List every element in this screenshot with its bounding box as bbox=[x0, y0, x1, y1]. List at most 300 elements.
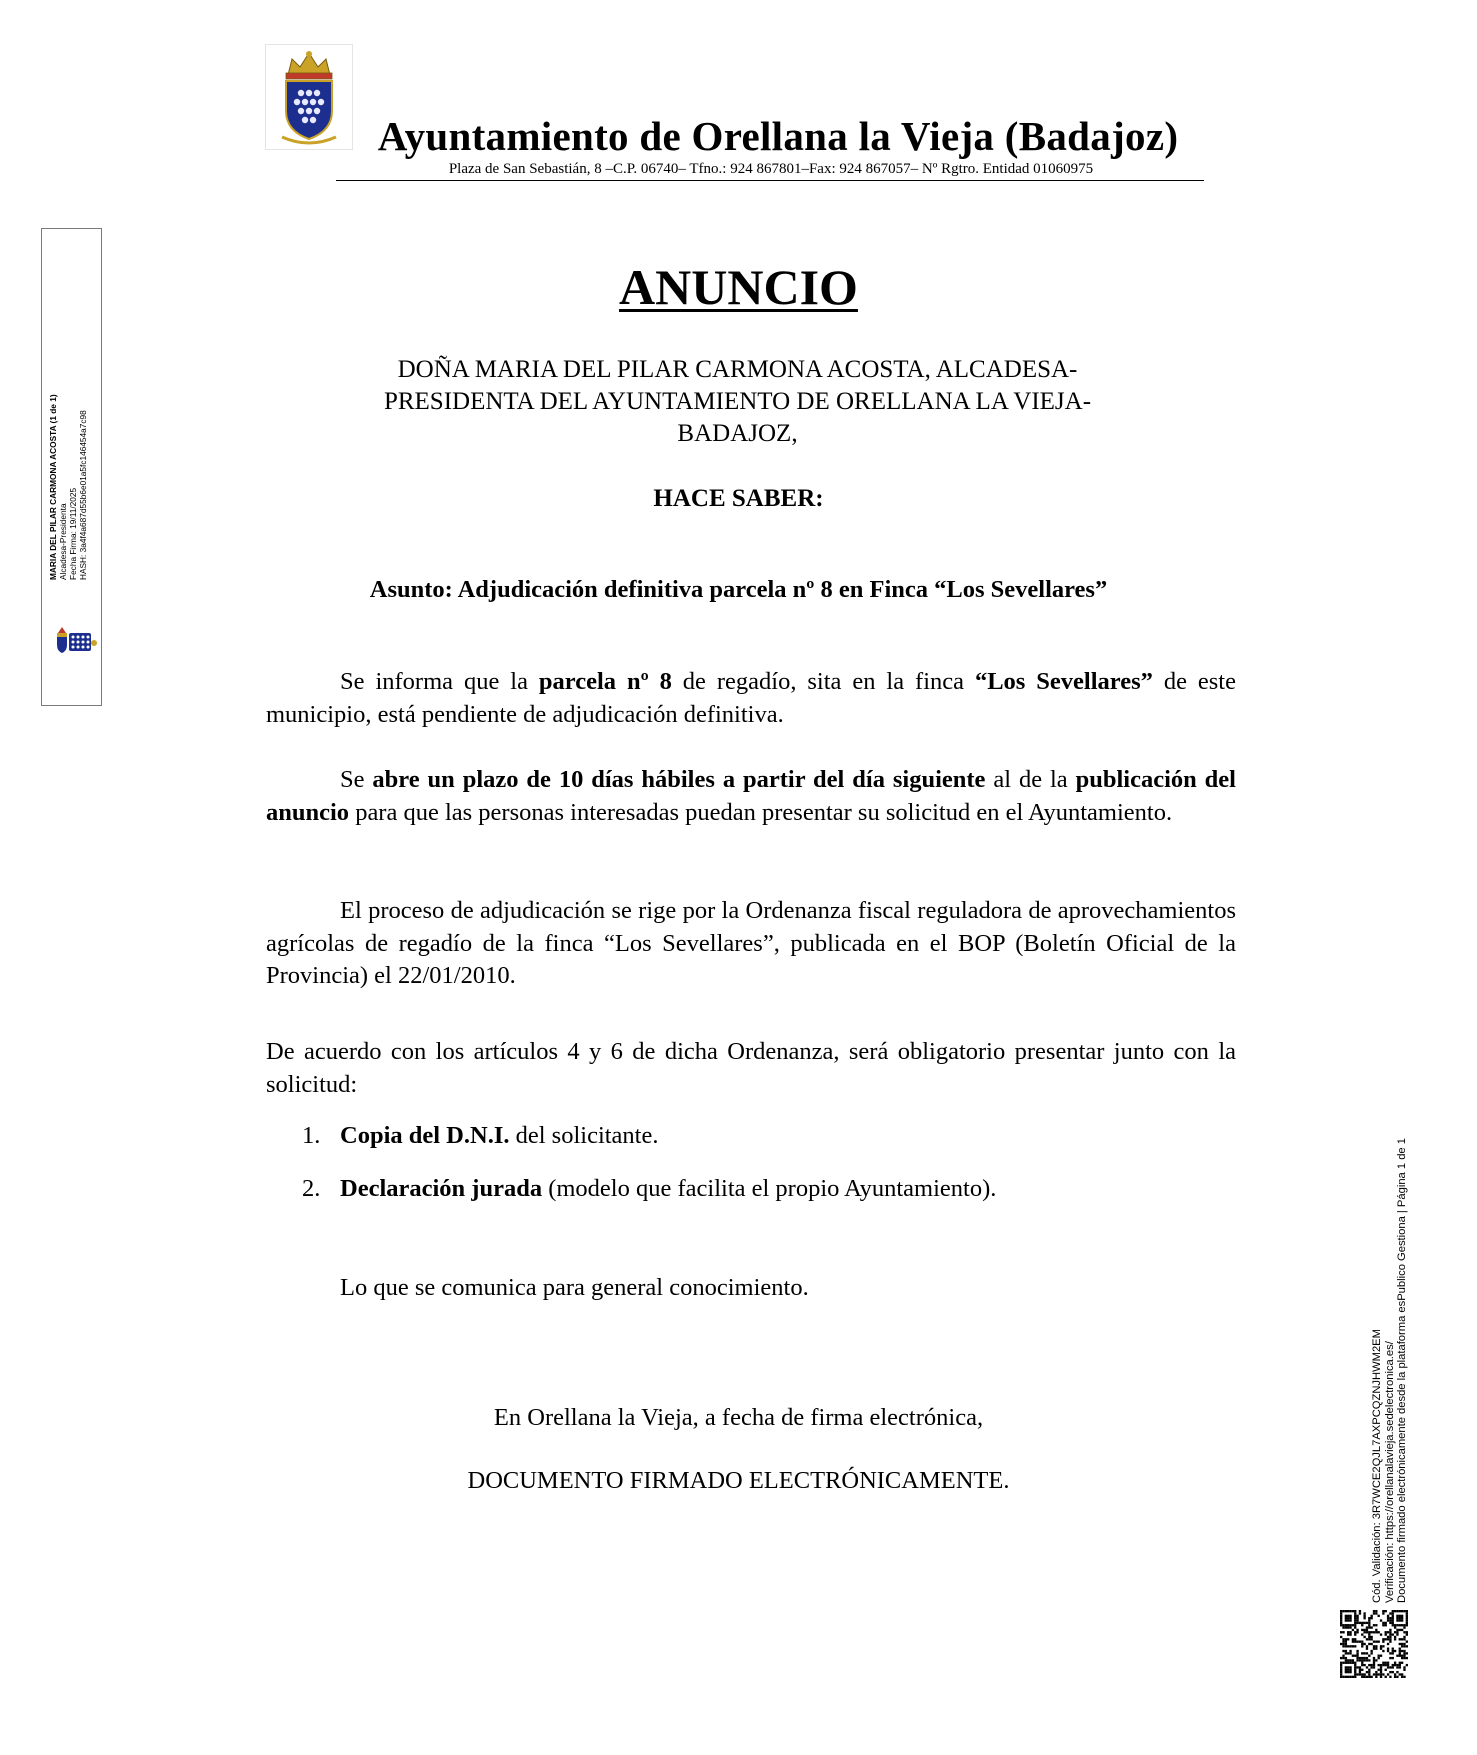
qr-module bbox=[1387, 1648, 1389, 1650]
qr-module bbox=[1349, 1666, 1351, 1668]
qr-module bbox=[1380, 1676, 1382, 1678]
qr-module bbox=[1370, 1631, 1372, 1633]
validation-stamp-text bbox=[1371, 1103, 1409, 1603]
qr-module bbox=[1347, 1662, 1349, 1664]
qr-module bbox=[1373, 1648, 1375, 1650]
qr-module bbox=[1389, 1612, 1391, 1614]
qr-module bbox=[1401, 1615, 1403, 1617]
qr-module bbox=[1361, 1640, 1363, 1642]
qr-module bbox=[1401, 1643, 1403, 1645]
qr-module bbox=[1406, 1622, 1408, 1624]
qr-module bbox=[1349, 1617, 1351, 1619]
qr-module bbox=[1366, 1676, 1368, 1678]
validation-code: Cód. Validación: 3R7WCE2QJL7AXPCQZNJHWM2EM bbox=[1371, 1329, 1383, 1603]
qr-module bbox=[1403, 1638, 1405, 1640]
qr-module bbox=[1361, 1676, 1363, 1678]
qr-module bbox=[1389, 1666, 1391, 1668]
qr-module bbox=[1366, 1657, 1368, 1659]
qr-module bbox=[1399, 1664, 1401, 1666]
qr-module bbox=[1356, 1673, 1358, 1675]
qr-module bbox=[1359, 1671, 1361, 1673]
qr-module bbox=[1373, 1664, 1375, 1666]
qr-module bbox=[1345, 1659, 1347, 1661]
qr-module bbox=[1361, 1633, 1363, 1635]
qr-module bbox=[1406, 1615, 1408, 1617]
qr-module bbox=[1345, 1650, 1347, 1652]
qr-module bbox=[1401, 1629, 1403, 1631]
qr-module bbox=[1366, 1626, 1368, 1628]
qr-module bbox=[1363, 1617, 1365, 1619]
qr-module bbox=[1349, 1610, 1351, 1612]
qr-module bbox=[1354, 1662, 1356, 1664]
finca-name-bold: “Los Sevellares” bbox=[974, 668, 1153, 695]
qr-module bbox=[1403, 1645, 1405, 1647]
qr-module bbox=[1403, 1643, 1405, 1645]
presenter-line: BADAJOZ, bbox=[677, 420, 798, 447]
qr-module bbox=[1366, 1652, 1368, 1654]
qr-module bbox=[1345, 1619, 1347, 1621]
qr-module bbox=[1399, 1666, 1401, 1668]
paragraph-ordinance: El proceso de adjudicación se rige por la Ordenanza fiscal reguladora de aprovechamientos agrícolas de regadío de la finca “Los Sevellares”, publicada en el BOP (Boletín Oficial de la Provincia) el 22/01/2010. bbox=[266, 897, 1236, 989]
qr-module bbox=[1345, 1657, 1347, 1659]
qr-module bbox=[1356, 1657, 1358, 1659]
qr-module bbox=[1368, 1655, 1370, 1657]
qr-module bbox=[1359, 1659, 1361, 1661]
qr-module bbox=[1356, 1650, 1358, 1652]
qr-module bbox=[1354, 1615, 1356, 1617]
qr-module bbox=[1361, 1673, 1363, 1675]
qr-module bbox=[1392, 1664, 1394, 1666]
qr-module bbox=[1389, 1652, 1391, 1654]
qr-module bbox=[1399, 1629, 1401, 1631]
qr-module bbox=[1392, 1650, 1394, 1652]
qr-module bbox=[1385, 1624, 1387, 1626]
qr-module bbox=[1363, 1612, 1365, 1614]
qr-module bbox=[1399, 1652, 1401, 1654]
qr-module bbox=[1403, 1655, 1405, 1657]
qr-module bbox=[1370, 1664, 1372, 1666]
qr-module bbox=[1361, 1629, 1363, 1631]
qr-module bbox=[1403, 1636, 1405, 1638]
qr-module bbox=[1349, 1671, 1351, 1673]
qr-module bbox=[1401, 1650, 1403, 1652]
paragraph-deadline: Se abre un plazo de 10 días hábiles a partir del día siguiente al de la publicación del anuncio para que las personas interesadas puedan presentar su solicitud en el Ayuntamiento. bbox=[266, 766, 1236, 826]
qr-module bbox=[1378, 1631, 1380, 1633]
qr-module bbox=[1347, 1610, 1349, 1612]
qr-module bbox=[1396, 1624, 1398, 1626]
qr-module bbox=[1363, 1622, 1365, 1624]
qr-module bbox=[1345, 1676, 1347, 1678]
qr-module bbox=[1392, 1666, 1394, 1668]
qr-module bbox=[1359, 1673, 1361, 1675]
qr-module bbox=[1394, 1610, 1396, 1612]
qr-module bbox=[1399, 1673, 1401, 1675]
platform-note: Documento firmado electrónicamente desde la plataforma esPublico Gestiona | Página 1 de 1 bbox=[1396, 1138, 1408, 1603]
qr-module bbox=[1396, 1666, 1398, 1668]
qr-module bbox=[1380, 1645, 1382, 1647]
qr-module bbox=[1342, 1676, 1344, 1678]
qr-module bbox=[1373, 1662, 1375, 1664]
qr-module bbox=[1356, 1622, 1358, 1624]
qr-module bbox=[1399, 1617, 1401, 1619]
qr-module bbox=[1382, 1612, 1384, 1614]
qr-module bbox=[1392, 1648, 1394, 1650]
qr-module bbox=[1392, 1612, 1394, 1614]
qr-module bbox=[1366, 1666, 1368, 1668]
qr-module bbox=[1394, 1624, 1396, 1626]
qr-module bbox=[1356, 1619, 1358, 1621]
qr-module bbox=[1380, 1666, 1382, 1668]
qr-module bbox=[1342, 1657, 1344, 1659]
qr-module bbox=[1373, 1612, 1375, 1614]
qr-module bbox=[1385, 1669, 1387, 1671]
qr-module bbox=[1375, 1612, 1377, 1614]
qr-module bbox=[1368, 1636, 1370, 1638]
qr-module bbox=[1363, 1643, 1365, 1645]
qr-module bbox=[1345, 1669, 1347, 1671]
qr-module bbox=[1340, 1615, 1342, 1617]
qr-module bbox=[1396, 1664, 1398, 1666]
qr-module bbox=[1359, 1610, 1361, 1612]
qr-module bbox=[1347, 1626, 1349, 1628]
qr-module bbox=[1359, 1622, 1361, 1624]
qr-module bbox=[1385, 1631, 1387, 1633]
qr-module bbox=[1349, 1624, 1351, 1626]
qr-module bbox=[1373, 1624, 1375, 1626]
qr-module bbox=[1342, 1662, 1344, 1664]
qr-module bbox=[1385, 1676, 1387, 1678]
qr-module bbox=[1368, 1617, 1370, 1619]
parcel-number-bold: parcela nº 8 bbox=[538, 668, 672, 695]
qr-module bbox=[1378, 1640, 1380, 1642]
qr-module bbox=[1366, 1629, 1368, 1631]
qr-module bbox=[1378, 1657, 1380, 1659]
qr-module bbox=[1375, 1659, 1377, 1661]
qr-module bbox=[1403, 1666, 1405, 1668]
qr-module bbox=[1340, 1676, 1342, 1678]
qr-module bbox=[1394, 1626, 1396, 1628]
qr-module bbox=[1368, 1638, 1370, 1640]
qr-module bbox=[1342, 1645, 1344, 1647]
qr-module bbox=[1406, 1645, 1408, 1647]
qr-module bbox=[1387, 1666, 1389, 1668]
qr-module bbox=[1406, 1664, 1408, 1666]
signature-emblem-icon bbox=[54, 625, 98, 657]
qr-module bbox=[1389, 1633, 1391, 1635]
qr-module bbox=[1401, 1676, 1403, 1678]
qr-module bbox=[1361, 1662, 1363, 1664]
qr-module bbox=[1347, 1666, 1349, 1668]
qr-module bbox=[1349, 1659, 1351, 1661]
qr-module bbox=[1363, 1676, 1365, 1678]
qr-module bbox=[1345, 1640, 1347, 1642]
qr-module bbox=[1399, 1615, 1401, 1617]
qr-module bbox=[1354, 1673, 1356, 1675]
qr-module bbox=[1359, 1640, 1361, 1642]
qr-module bbox=[1366, 1631, 1368, 1633]
document-title: ANUNCIO bbox=[619, 259, 858, 315]
qr-module bbox=[1347, 1624, 1349, 1626]
qr-module bbox=[1361, 1643, 1363, 1645]
qr-module bbox=[1370, 1650, 1372, 1652]
qr-module bbox=[1352, 1629, 1354, 1631]
qr-module bbox=[1349, 1619, 1351, 1621]
qr-module bbox=[1373, 1666, 1375, 1668]
qr-module bbox=[1361, 1664, 1363, 1666]
qr-module bbox=[1382, 1650, 1384, 1652]
qr-module bbox=[1380, 1669, 1382, 1671]
qr-module bbox=[1385, 1638, 1387, 1640]
qr-module bbox=[1361, 1669, 1363, 1671]
qr-module bbox=[1382, 1640, 1384, 1642]
qr-module bbox=[1387, 1638, 1389, 1640]
qr-module bbox=[1354, 1666, 1356, 1668]
qr-module bbox=[1363, 1652, 1365, 1654]
publication-bold: publicación del anuncio bbox=[266, 766, 1236, 826]
qr-module bbox=[1354, 1626, 1356, 1628]
qr-module bbox=[1382, 1638, 1384, 1640]
qr-module bbox=[1373, 1645, 1375, 1647]
hace-saber-heading: HACE SABER: bbox=[653, 485, 824, 512]
qr-module bbox=[1356, 1629, 1358, 1631]
qr-module bbox=[1378, 1673, 1380, 1675]
qr-module bbox=[1387, 1617, 1389, 1619]
qr-module bbox=[1345, 1645, 1347, 1647]
qr-module bbox=[1370, 1615, 1372, 1617]
qr-module bbox=[1356, 1666, 1358, 1668]
qr-module bbox=[1396, 1629, 1398, 1631]
place-and-date: En Orellana la Vieja, a fecha de firma electrónica, bbox=[493, 1404, 984, 1431]
qr-module bbox=[1340, 1673, 1342, 1675]
qr-module bbox=[1354, 1671, 1356, 1673]
qr-module bbox=[1356, 1659, 1358, 1661]
qr-module bbox=[1345, 1671, 1347, 1673]
qr-module bbox=[1347, 1669, 1349, 1671]
qr-module bbox=[1394, 1676, 1396, 1678]
paragraph-requirements: De acuerdo con los artículos 4 y 6 de dicha Ordenanza, será obligatorio presentar junto con la solicitud: bbox=[266, 1038, 1236, 1098]
electronic-signature-note: DOCUMENTO FIRMADO ELECTRÓNICAMENTE. bbox=[467, 1467, 1010, 1494]
qr-module bbox=[1382, 1610, 1384, 1612]
qr-module bbox=[1394, 1664, 1396, 1666]
qr-module bbox=[1382, 1673, 1384, 1675]
qr-module bbox=[1375, 1671, 1377, 1673]
qr-module bbox=[1370, 1626, 1372, 1628]
qr-module bbox=[1401, 1662, 1403, 1664]
signer-role: Alcadesa-Presidenta bbox=[58, 503, 68, 580]
qr-module bbox=[1389, 1676, 1391, 1678]
qr-module bbox=[1352, 1655, 1354, 1657]
qr-module bbox=[1389, 1622, 1391, 1624]
qr-module bbox=[1340, 1669, 1342, 1671]
qr-module bbox=[1392, 1615, 1394, 1617]
qr-module bbox=[1403, 1631, 1405, 1633]
qr-module bbox=[1345, 1638, 1347, 1640]
qr-module bbox=[1340, 1624, 1342, 1626]
qr-module bbox=[1373, 1657, 1375, 1659]
qr-module bbox=[1354, 1645, 1356, 1647]
qr-module bbox=[1396, 1633, 1398, 1635]
qr-module bbox=[1394, 1673, 1396, 1675]
qr-module bbox=[1382, 1624, 1384, 1626]
qr-module bbox=[1380, 1671, 1382, 1673]
qr-module bbox=[1385, 1664, 1387, 1666]
closing-sentence: Lo que se comunica para general conocimiento. bbox=[340, 1274, 809, 1301]
qr-module bbox=[1387, 1643, 1389, 1645]
qr-module bbox=[1340, 1657, 1342, 1659]
qr-module bbox=[1347, 1615, 1349, 1617]
qr-module bbox=[1389, 1631, 1391, 1633]
qr-module bbox=[1349, 1645, 1351, 1647]
qr-module bbox=[1361, 1645, 1363, 1647]
qr-module bbox=[1394, 1636, 1396, 1638]
qr-module bbox=[1363, 1664, 1365, 1666]
qr-module bbox=[1375, 1610, 1377, 1612]
qr-module bbox=[1401, 1657, 1403, 1659]
qr-module bbox=[1368, 1676, 1370, 1678]
qr-module bbox=[1342, 1640, 1344, 1642]
qr-module bbox=[1406, 1610, 1408, 1612]
qr-module bbox=[1368, 1669, 1370, 1671]
qr-module bbox=[1396, 1671, 1398, 1673]
qr-module bbox=[1406, 1631, 1408, 1633]
qr-module bbox=[1368, 1671, 1370, 1673]
qr-module bbox=[1368, 1664, 1370, 1666]
qr-module bbox=[1340, 1662, 1342, 1664]
qr-module bbox=[1392, 1624, 1394, 1626]
qr-module bbox=[1373, 1640, 1375, 1642]
qr-module bbox=[1368, 1673, 1370, 1675]
qr-module bbox=[1406, 1633, 1408, 1635]
qr-module bbox=[1380, 1633, 1382, 1635]
qr-module bbox=[1359, 1669, 1361, 1671]
qr-module bbox=[1349, 1626, 1351, 1628]
qr-module bbox=[1370, 1617, 1372, 1619]
qr-module bbox=[1401, 1624, 1403, 1626]
qr-module bbox=[1378, 1655, 1380, 1657]
qr-module bbox=[1392, 1622, 1394, 1624]
qr-module bbox=[1389, 1638, 1391, 1640]
qr-module bbox=[1349, 1631, 1351, 1633]
subject-line: Asunto: Adjudicación definitiva parcela nº 8 en Finca “Los Sevellares” bbox=[369, 576, 1108, 603]
qr-module bbox=[1401, 1617, 1403, 1619]
qr-module bbox=[1394, 1631, 1396, 1633]
qr-module bbox=[1380, 1664, 1382, 1666]
qr-module bbox=[1389, 1671, 1391, 1673]
qr-module bbox=[1399, 1648, 1401, 1650]
qr-module bbox=[1356, 1615, 1358, 1617]
qr-module bbox=[1392, 1671, 1394, 1673]
qr-module bbox=[1403, 1676, 1405, 1678]
qr-module bbox=[1401, 1610, 1403, 1612]
qr-module bbox=[1373, 1659, 1375, 1661]
qr-module bbox=[1406, 1617, 1408, 1619]
qr-module bbox=[1342, 1650, 1344, 1652]
presenter-block bbox=[310, 354, 1165, 450]
qr-module bbox=[1396, 1617, 1398, 1619]
qr-module bbox=[1403, 1652, 1405, 1654]
qr-module bbox=[1378, 1669, 1380, 1671]
qr-module bbox=[1345, 1610, 1347, 1612]
qr-module bbox=[1392, 1657, 1394, 1659]
qr-module bbox=[1342, 1624, 1344, 1626]
qr-module bbox=[1366, 1622, 1368, 1624]
qr-module bbox=[1380, 1673, 1382, 1675]
qr-module bbox=[1356, 1652, 1358, 1654]
qr-module bbox=[1375, 1631, 1377, 1633]
qr-module bbox=[1392, 1617, 1394, 1619]
qr-module bbox=[1370, 1666, 1372, 1668]
qr-module bbox=[1354, 1676, 1356, 1678]
qr-module bbox=[1361, 1652, 1363, 1654]
qr-module bbox=[1354, 1638, 1356, 1640]
qr-module bbox=[1396, 1619, 1398, 1621]
qr-module bbox=[1389, 1636, 1391, 1638]
qr-module bbox=[1342, 1610, 1344, 1612]
qr-module bbox=[1399, 1638, 1401, 1640]
qr-module bbox=[1396, 1610, 1398, 1612]
qr-module bbox=[1345, 1643, 1347, 1645]
qr-module bbox=[1387, 1650, 1389, 1652]
qr-module bbox=[1347, 1631, 1349, 1633]
qr-module bbox=[1361, 1657, 1363, 1659]
verification-url: Verificación: https://orellanalavieja.sedelectronica.es/ bbox=[1383, 1341, 1396, 1603]
qr-module bbox=[1368, 1626, 1370, 1628]
qr-module bbox=[1340, 1643, 1342, 1645]
qr-module bbox=[1375, 1648, 1377, 1650]
municipality-title: Ayuntamiento de Orellana la Vieja (Badajoz) bbox=[377, 113, 1179, 159]
qr-module bbox=[1406, 1640, 1408, 1642]
qr-module bbox=[1396, 1615, 1398, 1617]
qr-module bbox=[1370, 1636, 1372, 1638]
qr-module bbox=[1394, 1662, 1396, 1664]
qr-module bbox=[1342, 1626, 1344, 1628]
qr-module bbox=[1378, 1615, 1380, 1617]
qr-module bbox=[1347, 1619, 1349, 1621]
qr-module bbox=[1403, 1669, 1405, 1671]
qr-module bbox=[1354, 1622, 1356, 1624]
qr-module bbox=[1352, 1676, 1354, 1678]
signer-name: MARIA DEL PILAR CARMONA ACOSTA (1 de 1) bbox=[48, 394, 58, 580]
qr-module bbox=[1340, 1666, 1342, 1668]
qr-module bbox=[1387, 1664, 1389, 1666]
qr-module bbox=[1345, 1617, 1347, 1619]
qr-module bbox=[1368, 1631, 1370, 1633]
qr-module bbox=[1396, 1631, 1398, 1633]
qr-module bbox=[1349, 1615, 1351, 1617]
qr-module bbox=[1347, 1645, 1349, 1647]
qr-module bbox=[1392, 1619, 1394, 1621]
qr-module bbox=[1403, 1657, 1405, 1659]
qr-module bbox=[1349, 1662, 1351, 1664]
qr-module bbox=[1389, 1617, 1391, 1619]
qr-module bbox=[1347, 1659, 1349, 1661]
qr-module bbox=[1340, 1610, 1342, 1612]
signature-stamp-text bbox=[48, 350, 88, 580]
qr-module bbox=[1363, 1629, 1365, 1631]
qr-module bbox=[1392, 1633, 1394, 1635]
qr-module bbox=[1401, 1638, 1403, 1640]
qr-module bbox=[1354, 1669, 1356, 1671]
list-item: 2. Declaración jurada (modelo que facilita el propio Ayuntamiento). bbox=[302, 1175, 997, 1202]
qr-module bbox=[1370, 1652, 1372, 1654]
qr-module bbox=[1375, 1645, 1377, 1647]
qr-module bbox=[1368, 1622, 1370, 1624]
qr-module bbox=[1345, 1666, 1347, 1668]
qr-module bbox=[1373, 1631, 1375, 1633]
qr-module bbox=[1340, 1622, 1342, 1624]
qr-module bbox=[1396, 1655, 1398, 1657]
qr-module bbox=[1401, 1619, 1403, 1621]
